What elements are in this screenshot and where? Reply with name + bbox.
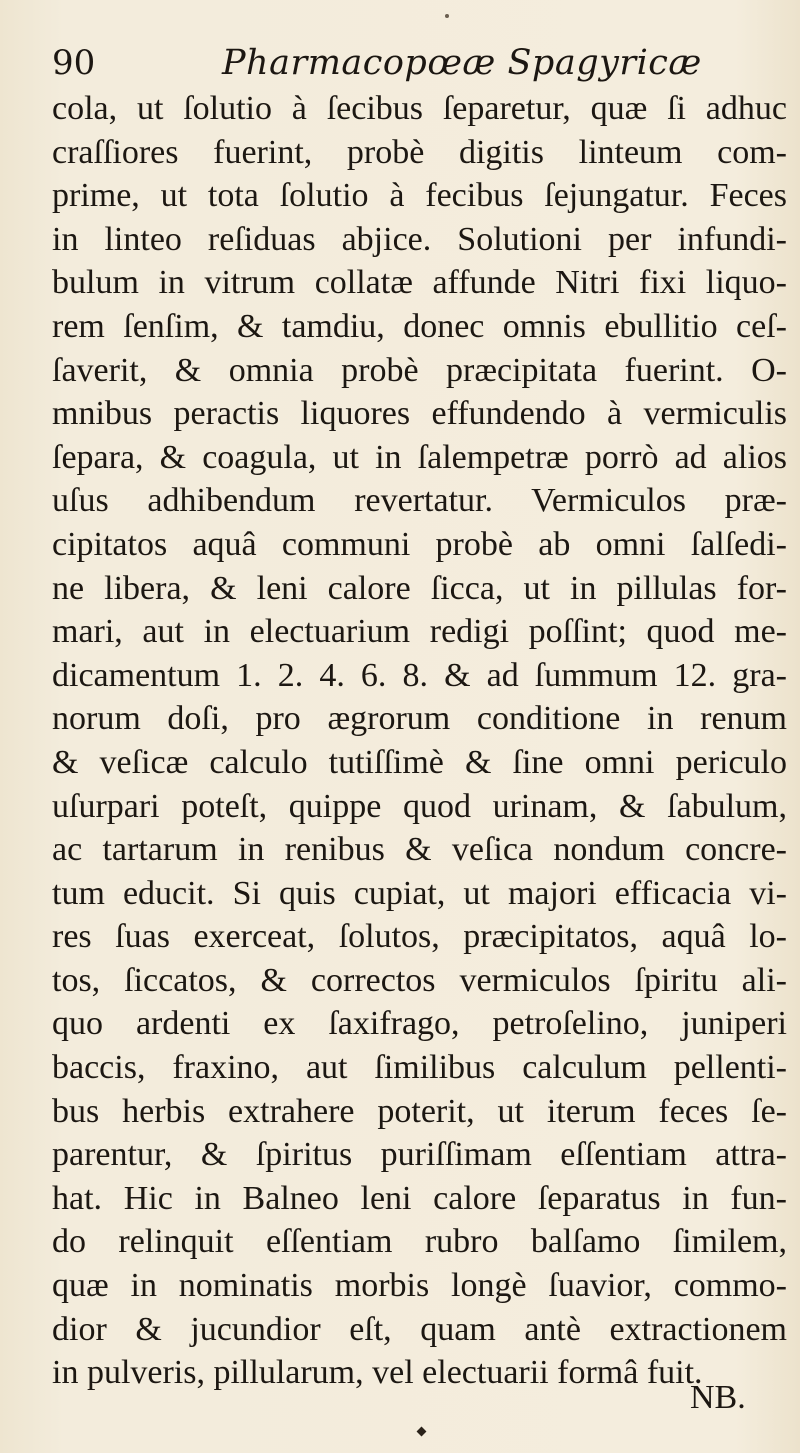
text-line: ac tartarum in renibus & veſica nondum concre- [52,831,787,869]
text-line: in linteo reſiduas abjice. Solutioni per infundi- [52,220,787,258]
text-line: rem ſenſim, & tamdiu, donec omnis ebullitio ceſ- [52,307,787,345]
text-line: mnibus peractis liquores effundendo à vermiculis [52,395,787,433]
text-line: baccis, fraxino, aut ſimilibus calculum pellenti- [52,1049,787,1087]
text-line: tos, ſiccatos, & correctos vermiculos ſpiritu ali- [52,961,787,999]
printer-mark [417,1427,427,1437]
running-title: Pharmacopœæ Spagyricæ [222,43,702,83]
text-line: tum educit. Si quis cupiat, ut majori efficacia vi- [52,874,787,912]
text-line: mari, aut in electuarium redigi poſſint; quod me- [52,613,787,651]
text-line: cipitatos aquâ communi probè ab omni ſalſedi- [52,525,787,563]
text-line: norum doſi, pro ægrorum conditione in renum [52,700,787,738]
page-number: 90 [52,43,96,83]
text-line: parentur, & ſpiritus puriſſimam eſſentiam attra- [52,1136,787,1174]
page-header [52,38,752,88]
text-line: cola, ut ſolutio à ſecibus ſeparetur, quæ ſi adhuc [52,90,787,127]
text-line: ne libera, & leni calore ſicca, ut in pillulas for- [52,569,787,607]
text-line: bulum in vitrum collatæ affunde Nitri fixi liquo- [52,264,787,302]
text-line: prime, ut tota ſolutio à fecibus ſejungatur. Feces [52,177,787,215]
text-line: in pulveris, pillularum, vel electuarii formâ fuit. [52,1354,703,1392]
text-line: quæ in nominatis morbis longè ſuavior, commo- [52,1267,787,1305]
text-line: dicamentum 1. 2. 4. 6. 8. & ad ſummum 12. gra- [52,656,787,694]
catchword: NB. [690,1379,746,1416]
text-line: ſepara, & coagula, ut in ſalempetræ porrò ad alios [52,438,787,476]
ink-speck [445,14,449,18]
text-line: do relinquit eſſentiam rubro balſamo ſimilem, [52,1223,787,1261]
text-line: res ſuas exerceat, ſolutos, præcipitatos, aquâ lo- [52,918,787,956]
text-line: & veſicæ calculo tutiſſimè & ſine omni periculo [52,743,787,781]
text-line: bus herbis extrahere poterit, ut iterum feces ſe- [52,1092,787,1130]
text-line: craſſiores fuerint, probè digitis linteum com- [52,133,787,171]
text-line: dior & jucundior eſt, quam antè extractionem [52,1310,787,1348]
text-line: quo ardenti ex ſaxifrago, petroſelino, juniperi [52,1005,787,1043]
text-line: ſaverit, & omnia probè præcipitata fuerint. O- [52,351,787,389]
text-line: uſus adhibendum revertatur. Vermiculos præ- [52,482,787,520]
body-text [52,87,787,1395]
text-line: uſurpari poteſt, quippe quod urinam, & ſabulum, [52,787,787,825]
text-line: hat. Hic in Balneo leni calore ſeparatus in fun- [52,1179,787,1217]
